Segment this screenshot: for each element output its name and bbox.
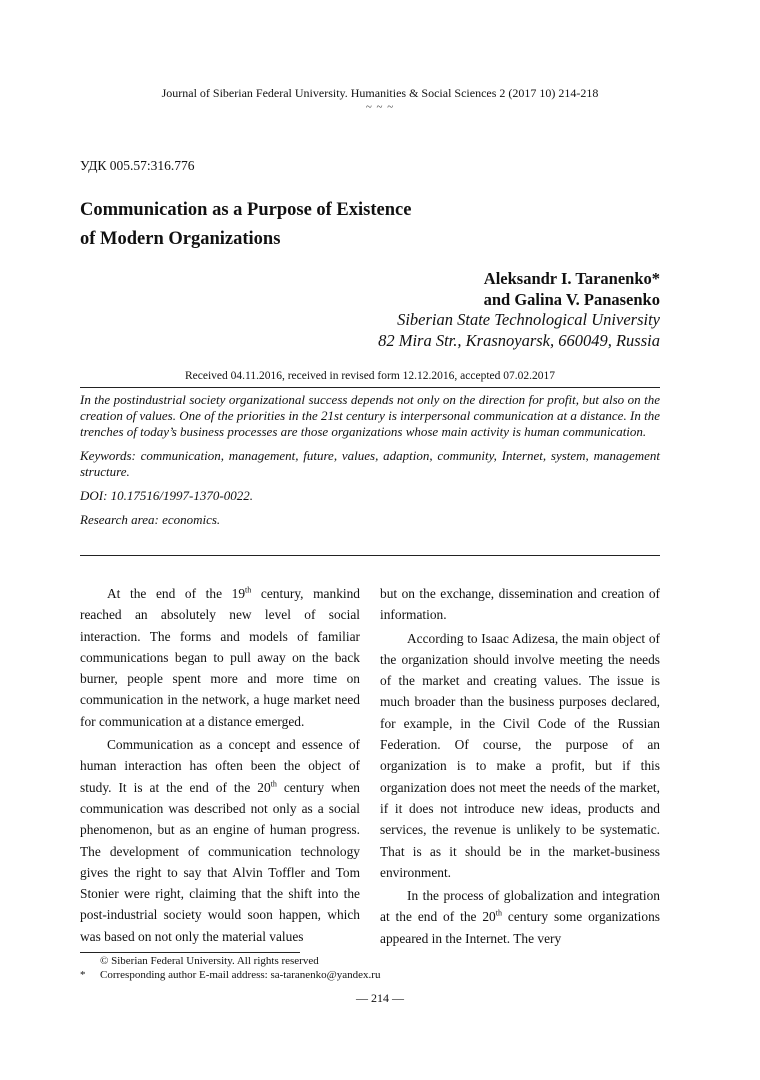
keywords: Keywords: communication, management, future, values, adaption, community, Internet, system, management structure. [80,448,660,479]
body-paragraph: At the end of the 19th century, mankind reached an absolutely new level of social interaction. The forms and models of familiar communications began to pull away on the back burner, people spent more and more time on communication in the network, a huge market need for communication at a distance emerged. [80,585,360,729]
header-ornament: ~ ~ ~ [365,101,395,113]
abstract-top-rule [80,387,660,388]
research-area: Research area: economics. [80,512,221,527]
footnote-rule [80,952,300,953]
udc-code: УДК 005.57:316.776 [80,158,195,173]
footnote-corresponding: * Corresponding author E-mail address: sa-taranenko@yandex.ru [80,969,381,981]
body-paragraph: Communication as a concept and essence of human interaction has often been the object of study. It is at the end of the 20th century when communication was described not only as a social phenomenon, but as an engine of human progress. The development of communication technology gives the right to say that Alvin Toffler and Tom Stonier were right, claiming that the shift into the post-industrial society would soon happen, which was based on not only the material values [80,737,360,944]
body-paragraph: but on the exchange, dissemination and creation of information. [380,586,660,623]
page-number: — 214 — [356,991,404,1005]
doi: DOI: 10.17516/1997-1370-0022. [80,488,253,503]
footnote-copyright: © Siberian Federal University. All rights reserved [100,955,319,967]
body-column-right [380,583,660,949]
title-line-2: of Modern Organizations [80,229,281,249]
author-line-1: Aleksandr I. Taranenko* [483,269,660,288]
title-line-1: Communication as a Purpose of Existence [80,200,412,220]
affiliation-address: 82 Mira Str., Krasnoyarsk, 660049, Russia [378,331,660,350]
affiliation-name: Siberian State Technological University [397,310,660,329]
author-line-2: and Galina V. Panasenko [483,290,660,309]
journal-header: Journal of Siberian Federal University. Humanities & Social Sciences 2 (2017 10) 214-218 [161,86,599,100]
abstract-block [80,392,660,536]
article-title [80,196,411,254]
abstract-text: In the postindustrial society organizational success depends not only on the direction for profit, but also on the creation of values. One of the priorities in the 21st century is interpersonal communication at a distance. In the trenches of today’s business processes are those organizations whose main activity is human communication. [80,392,660,439]
body-paragraph: According to Isaac Adizesa, the main object of the organization should involve meeting the needs of the market and creating values. The issue is much broader than the business purposes declared, for example, in the Civil Code of the Russian Federation. Of course, the purpose of an organization is to make a profit, but if this organization does not meet the needs of the market, if it does not introduce new ideas, products and services, the revenue is unlikely to be systematic. That is as it should be in the market-business environment. [380,630,660,880]
abstract-bottom-rule [80,555,660,556]
authors [484,268,660,310]
body-column-left [80,583,360,947]
affiliation [378,309,660,351]
body-paragraph: In the process of globalization and integration at the end of the 20th century some organizations appeared in the Internet. The very [380,888,661,946]
received-dates: Received 04.11.2016, received in revised form 12.12.2016, accepted 07.02.2017 [184,370,556,382]
